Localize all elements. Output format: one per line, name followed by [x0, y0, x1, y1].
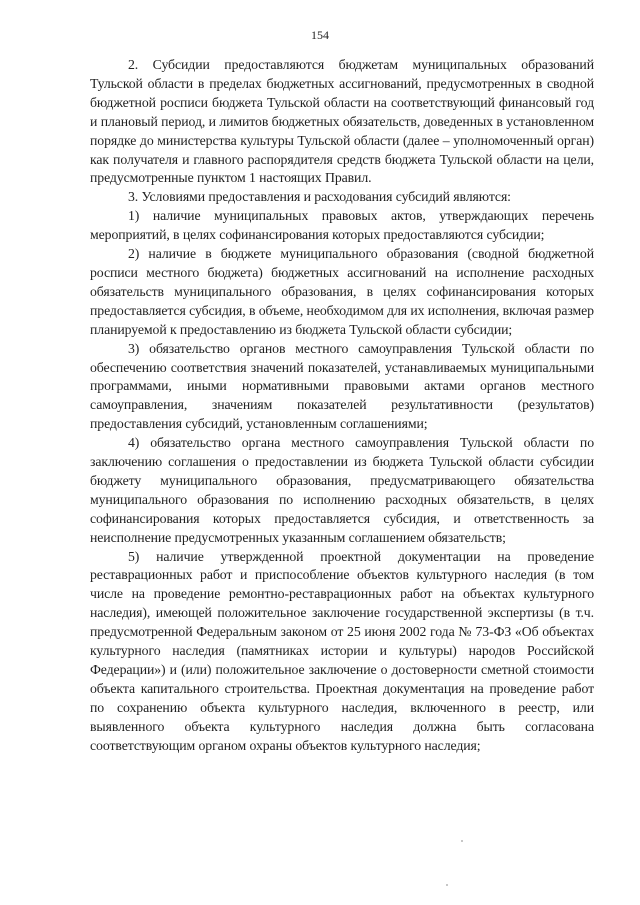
paragraph-condition-5: 5) наличие утвержденной проектной документации на проведение реставрационных работ и приспособление объектов культурного наследия (в том числе на проведение ремонтно-реставрационных работ на объектах культурного наследия), имеющей положительное заключение государственной экспертизы (в т.ч. предусмотренной Федеральным законом от 25 июня 2002 года № 73-ФЗ «Об объектах культурного наследия (памятниках истории и культуры) народов Российской Федерации») и (или) положительное заключение о достоверности сметной стоимости объекта капитального строительства. Проектная документация на проведение работ по сохранению объекта культурного наследия, включенного в реестр, или выявленного объекта культурного наследия должна быть согласована соответствующим органом охраны объектов культурного наследия;	[90, 548, 594, 753]
scan-speck	[446, 884, 448, 886]
paragraph-condition-1: 1) наличие муниципальных правовых актов, утверждающих перечень мероприятий, в целях софинансирования которых предоставляются субсидии;	[90, 208, 594, 243]
paragraph-subsidies-provision: 2. Субсидии предоставляются бюджетам муниципальных образований Тульской области в пределах бюджетных ассигнований, предусмотренных в сводной бюджетной росписи бюджета Тульской области на соответствующий финансовый год и плановый период, и лимитов бюджетных обязательств, доведенных в установленном порядке до министерства культуры Тульской области (далее – уполномоченный орган) как получателя и главного распорядителя средств бюджета Тульской области на цели, предусмотренные пунктом 1 настоящих Правил.	[90, 57, 594, 186]
paragraph-condition-3: 3) обязательство органов местного самоуправления Тульской области по обеспечению соответствия значений показателей, устанавливаемых муниципальными программами, иными нормативными правовыми актами органов местного самоуправления, значениям показателей результативности (результатов) предоставления субсидий, установленным соглашениями;	[90, 340, 594, 432]
paragraph-condition-4: 4) обязательство органа местного самоуправления Тульской области по заключению соглашения о предоставлении из бюджета Тульской области субсидии бюджету муниципального образования, предусматривающего обязательства муниципального образования по исполнению расходных обязательств, в целях софинансирования которых предоставляется субсидия, и ответственность за неисполнение предусмотренных указанным соглашением обязательств;	[90, 435, 594, 545]
paragraph-condition-2: 2) наличие в бюджете муниципального образования (сводной бюджетной росписи местного бюджета) бюджетных ассигнований на исполнение расходных обязательств муниципального образования, в целях софинансирования которых предоставляется субсидия, в объеме, необходимом для их исполнения, включая размер планируемой к предоставлению из бюджета Тульской области субсидии;	[90, 246, 594, 337]
document-body	[90, 56, 594, 756]
page-number: 154	[311, 28, 329, 42]
scan-speck	[461, 840, 463, 842]
paragraph-conditions-heading: 3. Условиями предоставления и расходования субсидий являются:	[128, 189, 511, 205]
